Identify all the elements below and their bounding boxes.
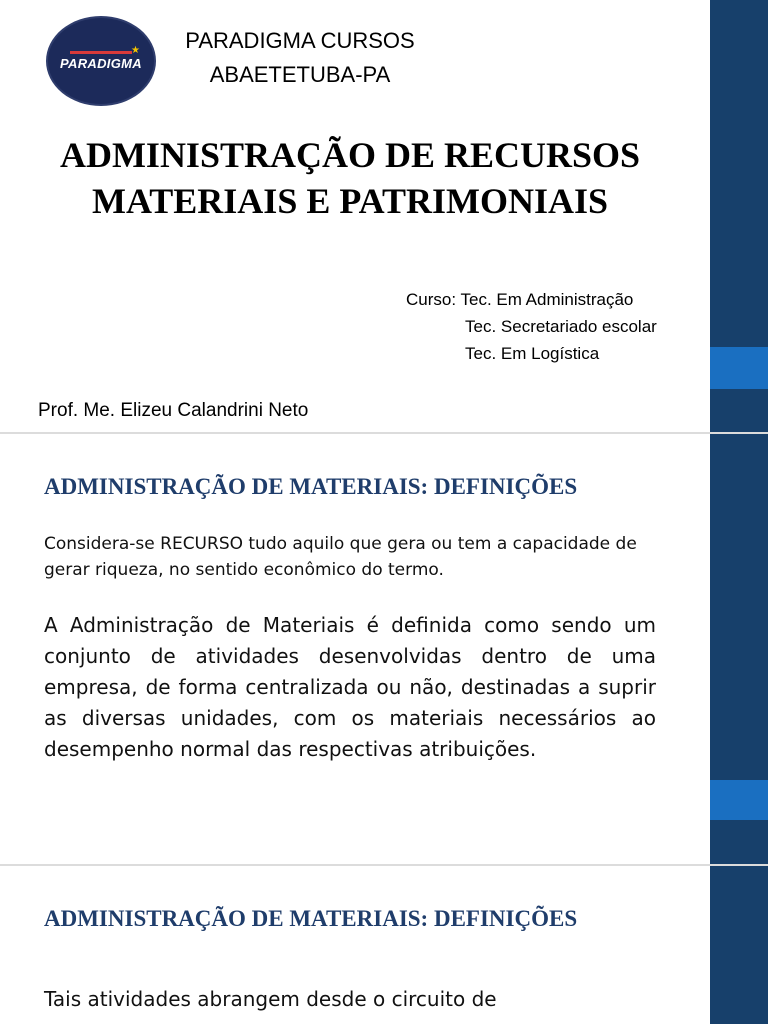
definitions-slide [0,434,768,864]
paragraph: A Administração de Materiais é definida como sendo um conjunto de atividades desenvolvidas dentro de uma empresa, de forma centralizada ou não, destinadas a suprir as diversas unidades, com os materiais necessários ao desempenho normal das respectivas atribuições. [44,613,656,761]
slide-heading: ADMINISTRAÇÃO DE MATERIAIS: DEFINIÇÕES [44,906,578,931]
org-city: ABAETETUBA-PA [209,62,391,87]
org-name: PARADIGMA CURSOS [185,28,415,53]
logo-text: PARADIGMA [60,56,142,71]
title-line-1: ADMINISTRAÇÃO DE RECURSOS [59,135,641,175]
title-line-2: MATERIAIS E PATRIMONIAIS [91,181,609,221]
course-item: Tec. Secretariado escolar [465,317,657,336]
presentation-title [0,132,700,224]
paragraph: Considera-se RECURSO tudo aquilo que gera ou tem a capacidade de gerar riqueza, no sentido econômico do termo. [44,534,637,580]
course-item: Tec. Em Logística [465,344,600,363]
slide-sidebar-accent [710,347,768,389]
definitions-slide [0,866,768,1024]
slide-sidebar [710,866,768,1024]
professor-name: Prof. Me. Elizeu Calandrini Neto [38,400,309,421]
paragraph: Tais atividades abrangem desde o circuito de [44,987,497,1011]
course-label: Curso: Tec. Em Administração [406,290,634,309]
slide-heading: ADMINISTRAÇÃO DE MATERIAIS: DEFINIÇÕES [44,474,578,499]
slide-sidebar-accent [710,780,768,820]
star-icon: ★ [131,45,140,56]
title-slide [0,0,768,432]
